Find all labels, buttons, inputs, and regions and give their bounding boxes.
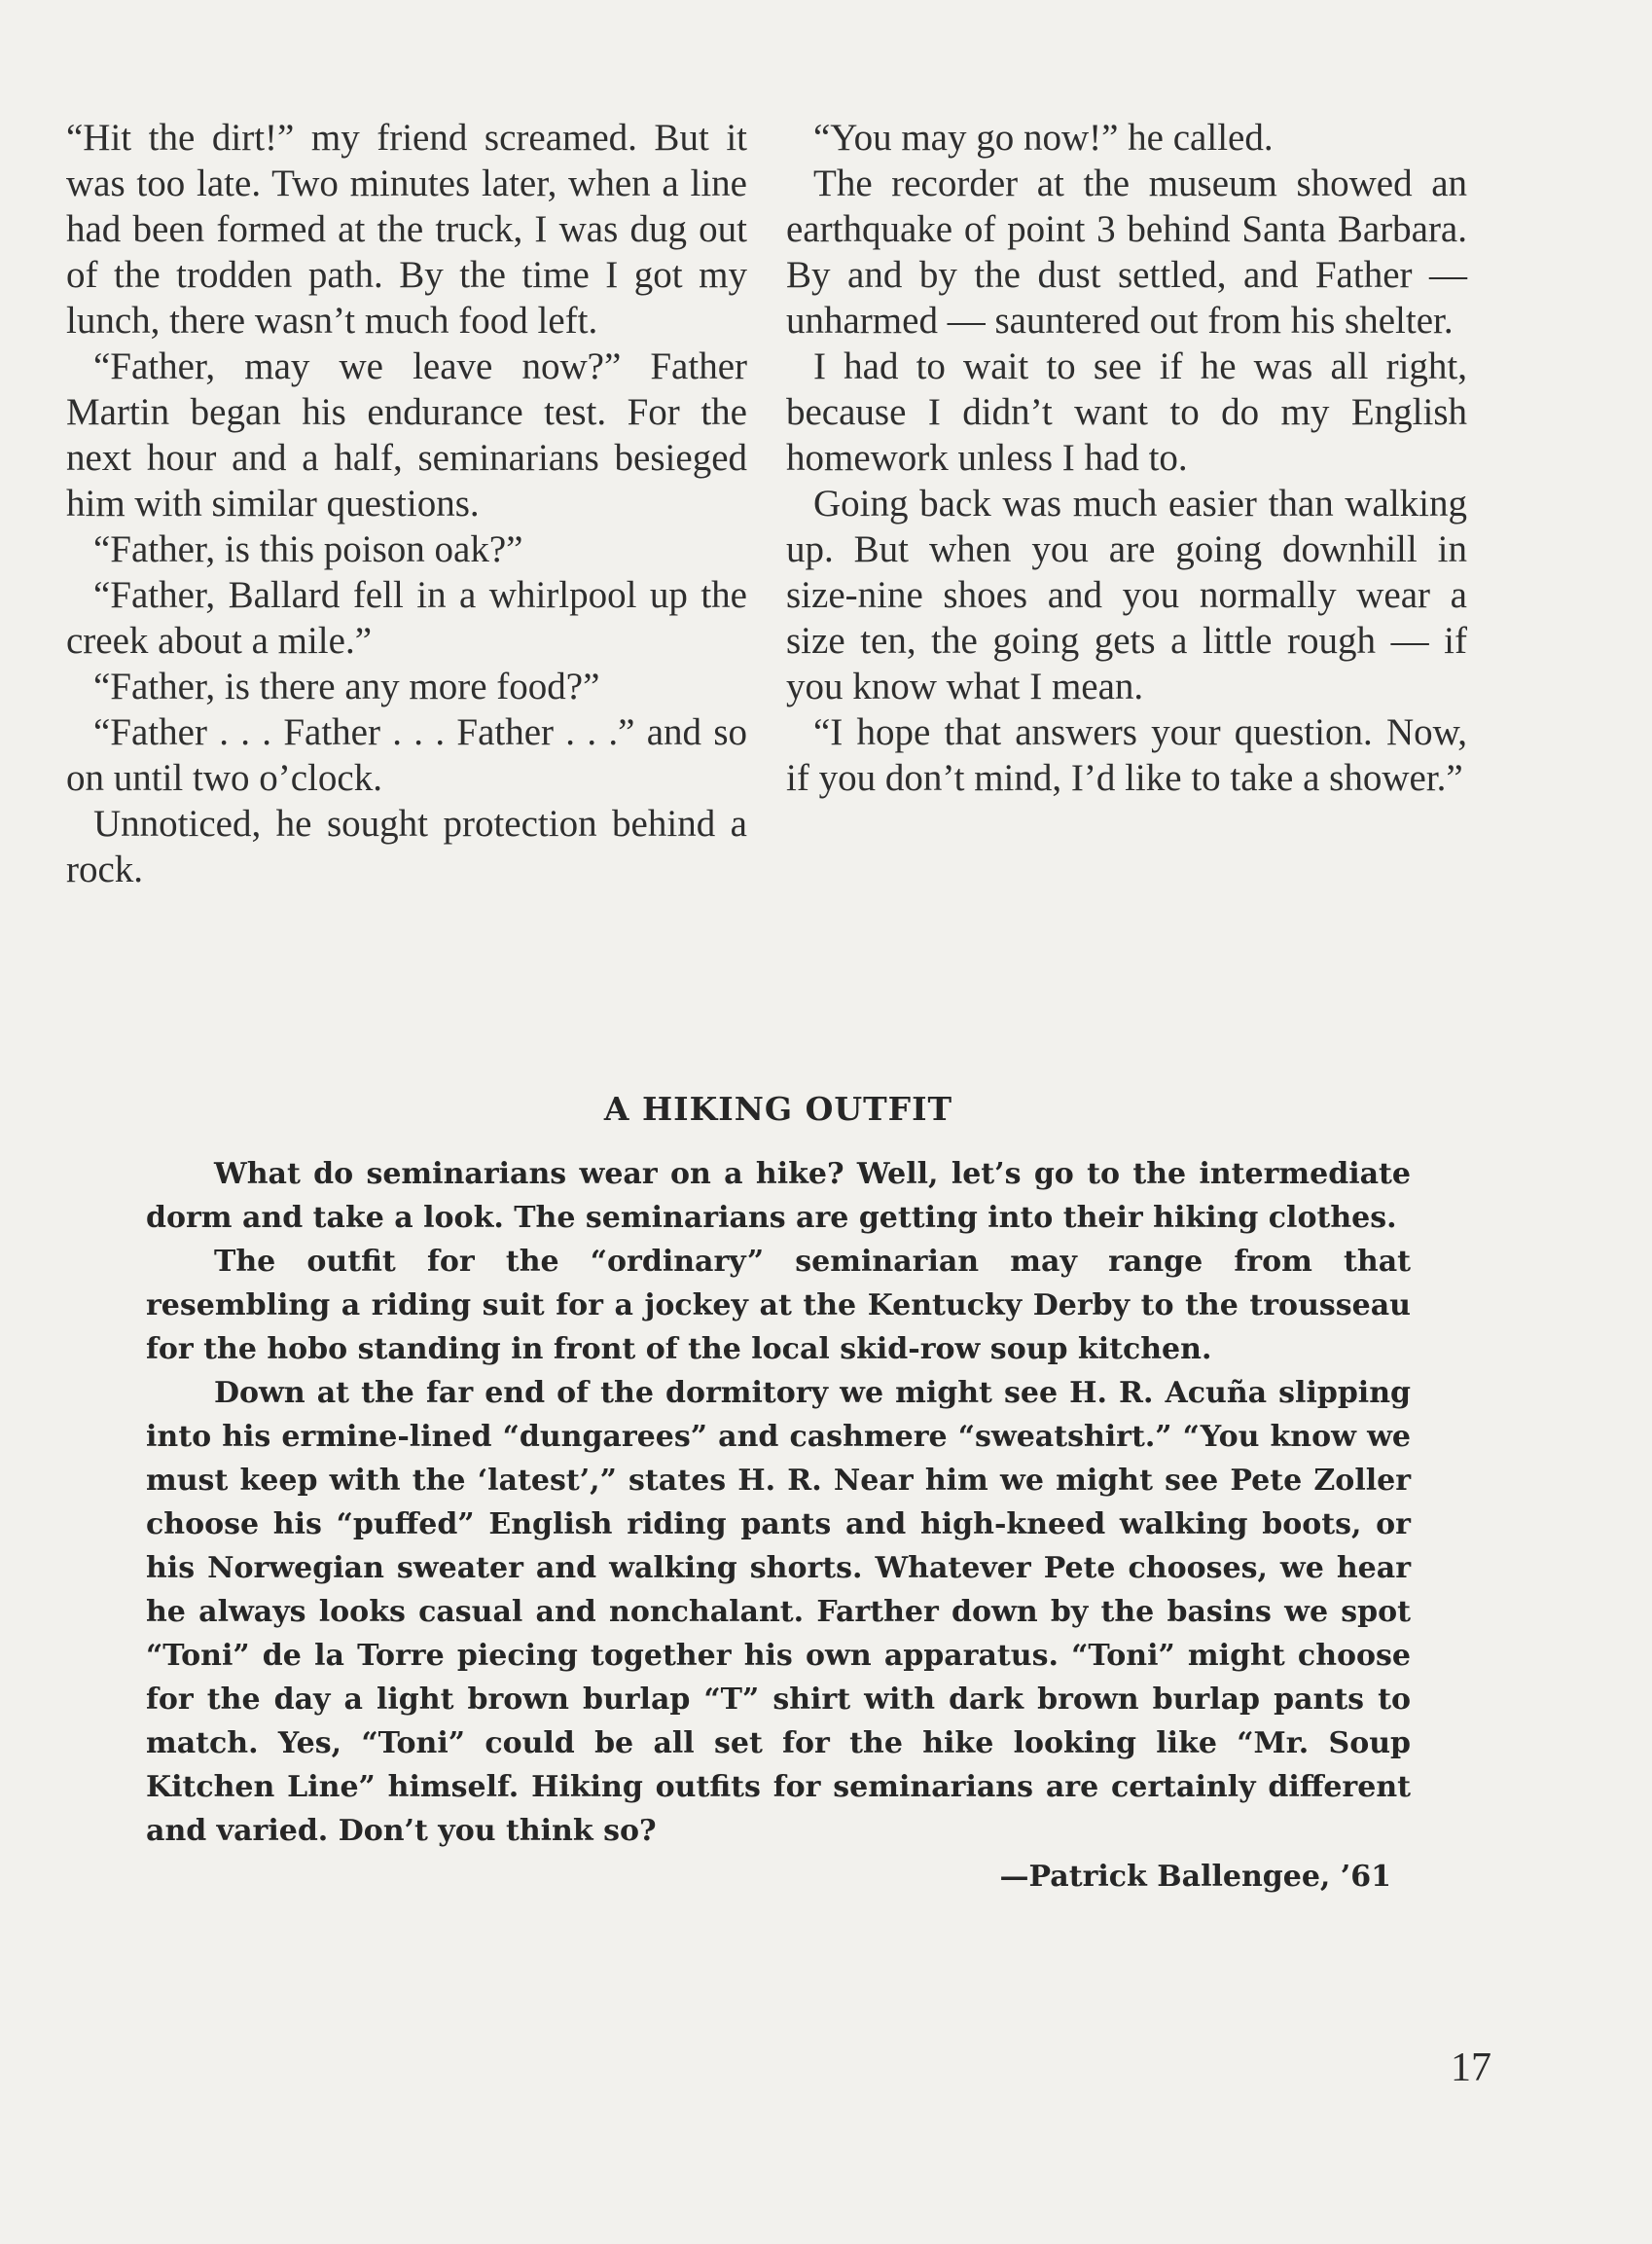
left-paragraph-2: “Father, may we leave now?” Father Martin began his endurance test. For the next hour and a half, seminarians besieged him with similar questions. [66,345,747,525]
author-signature: —Patrick Ballengee, ’61 [999,1860,1391,1894]
left-paragraph-3: “Father, is this poison oak?” [93,528,523,570]
hiking-outfit-article [146,1090,1411,1899]
right-paragraph-4: Going back was much easier than walking up. But when you are going downhill in size-nine shoes and you normally wear a size ten, the going gets a little rough — if you know what I mean. [786,483,1467,707]
right-paragraph-1: “You may go now!” he called. [813,117,1274,159]
right-text-column [786,115,1467,801]
article-paragraph-3: Down at the far end of the dormitory we might see H. R. Acuña slipping into his ermine-lined “dungarees” and cashmere “sweatshirt.” “You know we must keep with the ‘latest’,” states H. R. Near him we might see Pete Zoller choose his “puffed” English riding pants and high-kneed walking boots, or his Norwegian sweater and walking shorts. Whatever Pete chooses, we hear he always looks casual and nonchalant. Farther down by the basins we spot “Toni” de la Torre piecing together his own apparatus. “Toni” might choose for the day a light brown burlap “T” shirt with dark brown burlap pants to match. Yes, “Toni” could be all set for the hike looking like “Mr. Soup Kitchen Line” himself. Hiking outfits for seminarians are certainly different and varied. Don’t you think so? [146,1376,1411,1848]
right-paragraph-3: I had to wait to see if he was all right, because I didn’t want to do my English homework unless I had to. [786,345,1467,479]
article-paragraph-1: What do seminarians wear on a hike? Well, let’s go to the intermediate dorm and take a look. The seminarians are getting into their hiking clothes. [146,1157,1411,1235]
right-paragraph-2: The recorder at the museum showed an earthquake of point 3 behind Santa Barbara. By and by the dust settled, and Father — unharmed — sauntered out from his shelter. [786,163,1467,342]
article-title: A HIKING OUTFIT [603,1090,953,1128]
left-paragraph-1: “Hit the dirt!” my friend screamed. But it was too late. Two minutes later, when a line had been formed at the truck, I was dug out of the trodden path. By the time I got my lunch, there wasn’t much food left. [66,117,747,342]
article-paragraph-2: The outfit for the “ordinary” seminarian may range from that resembling a riding suit for a jockey at the Kentucky Derby to the trousseau for the hobo standing in front of the local skid-row soup kitchen. [146,1245,1411,1366]
page-number: 17 [1451,2045,1491,2090]
left-paragraph-4: “Father, Ballard fell in a whirlpool up the creek about a mile.” [66,574,747,662]
left-paragraph-6: “Father . . . Father . . . Father . . .” and so on until two o’clock. [66,711,747,799]
right-paragraph-5: “I hope that answers your question. Now, if you don’t mind, I’d like to take a shower.” [786,711,1467,799]
left-paragraph-5: “Father, is there any more food?” [93,666,600,707]
left-paragraph-7: Unnoticed, he sought protection behind a rock. [66,803,747,890]
left-text-column [66,115,747,892]
